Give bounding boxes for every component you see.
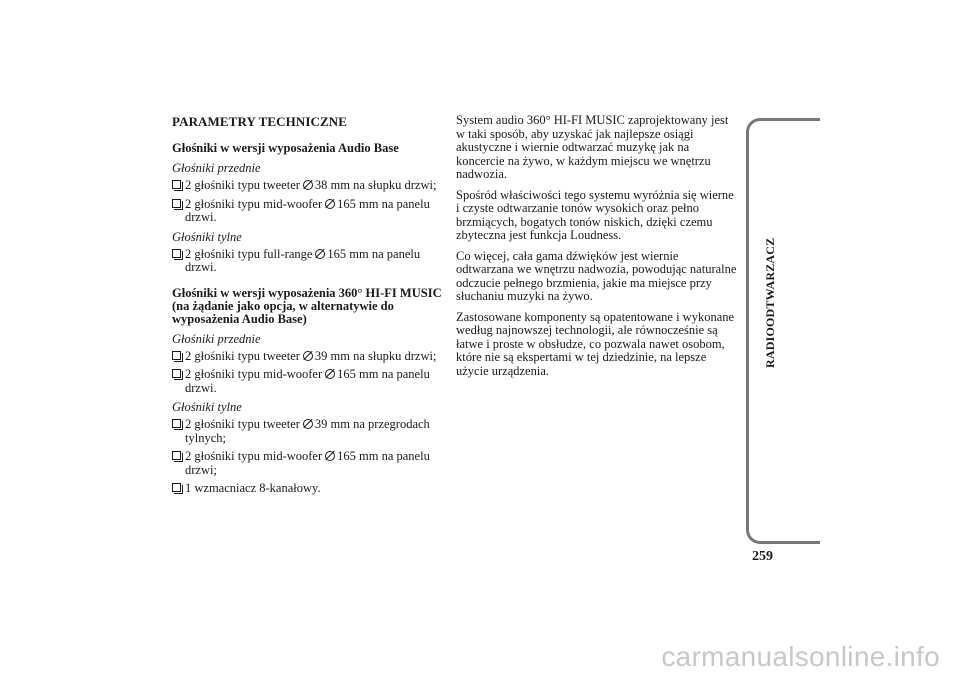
diameter-icon [325, 369, 335, 379]
base-front-label: Głośniki przednie [172, 161, 261, 175]
checkbox-bullet-icon [172, 451, 181, 460]
hifi-rear-label: Głośniki tylne [172, 400, 242, 414]
paragraph: System audio 360° HI-FI MUSIC zaprojektowany jest w taki sposób, aby uzyskać jak najlepsze osiągi akustyczne i wiernie odtwarzać muzykę jak na koncercie na żywo, w każdym miejscu we wnętrzu nadwozia. [456, 113, 729, 181]
diameter-icon [315, 249, 325, 259]
base-heading: Głośniki w wersji wyposażenia Audio Base [172, 141, 399, 155]
base-rear-label: Głośniki tylne [172, 229, 242, 244]
diameter-icon [303, 180, 313, 190]
list-item: 2 głośniki typu mid-woofer 165 mm na panelu drzwi. [172, 198, 444, 225]
diameter-icon [325, 451, 335, 461]
list-item: 2 głośniki typu tweeter 39 mm na przegrodach tylnych; [172, 418, 444, 445]
checkbox-bullet-icon [172, 419, 181, 428]
hifi-heading: Głośniki w wersji wyposażenia 360° HI-FI MUSIC (na żądanie jako opcja, w alternatywie do wyposażenia Audio Base) [172, 285, 442, 326]
paragraph: Spośród właściwości tego systemu wyróżnia się wierne i czyste odtwarzanie tonów wysokich oraz pełno brzmiących, bogatych tonów niskich, dzięki czemu zbyteczna jest funkcja Loudness. [456, 187, 734, 242]
right-column [456, 114, 738, 385]
diameter-icon [303, 419, 313, 429]
list-item: 2 głośniki typu tweeter 39 mm na słupku drzwi; [172, 350, 444, 364]
checkbox-bullet-icon [172, 249, 181, 258]
checkbox-bullet-icon [172, 199, 181, 208]
paragraph: Zastosowane komponenty są opatentowane i wykonane według najnowszej technologii, ale równocześnie są łatwe i proste w obsłudze, co pozwala nawet osobom, które nie są ekspertami w tej dziedzinie, na lepsze użycie urządzenia. [456, 309, 735, 378]
chapter-tab-label: RADIOODTWARZACZ [763, 237, 777, 368]
left-column [172, 114, 444, 501]
chapter-tab [746, 118, 820, 544]
checkbox-bullet-icon [172, 351, 181, 360]
diameter-icon [325, 199, 335, 209]
section-title: PARAMETRY TECHNICZNE [172, 114, 348, 129]
checkbox-bullet-icon [172, 483, 181, 492]
paragraph: Co więcej, cała gama dźwięków jest wiernie odtwarzana we wnętrzu nadwozia, powodując naturalne odczucie pełnego brzmienia, jakie ma miejsce przy słuchaniu muzyki na żywo. [456, 248, 737, 303]
list-item: 2 głośniki typu full-range 165 mm na panelu drzwi. [172, 248, 444, 275]
checkbox-bullet-icon [172, 180, 181, 189]
page-number: 259 [752, 549, 773, 564]
watermark: carmanualsonline.info [661, 641, 940, 672]
checkbox-bullet-icon [172, 369, 181, 378]
list-item: 2 głośniki typu mid-woofer 165 mm na panelu drzwi; [172, 450, 444, 477]
hifi-front-label: Głośniki przednie [172, 331, 261, 346]
list-item: 1 wzmacniacz 8-kanałowy. [172, 482, 444, 496]
list-item: 2 głośniki typu tweeter 38 mm na słupku drzwi; [172, 179, 444, 193]
diameter-icon [303, 351, 313, 361]
list-item: 2 głośniki typu mid-woofer 165 mm na panelu drzwi. [172, 368, 444, 395]
